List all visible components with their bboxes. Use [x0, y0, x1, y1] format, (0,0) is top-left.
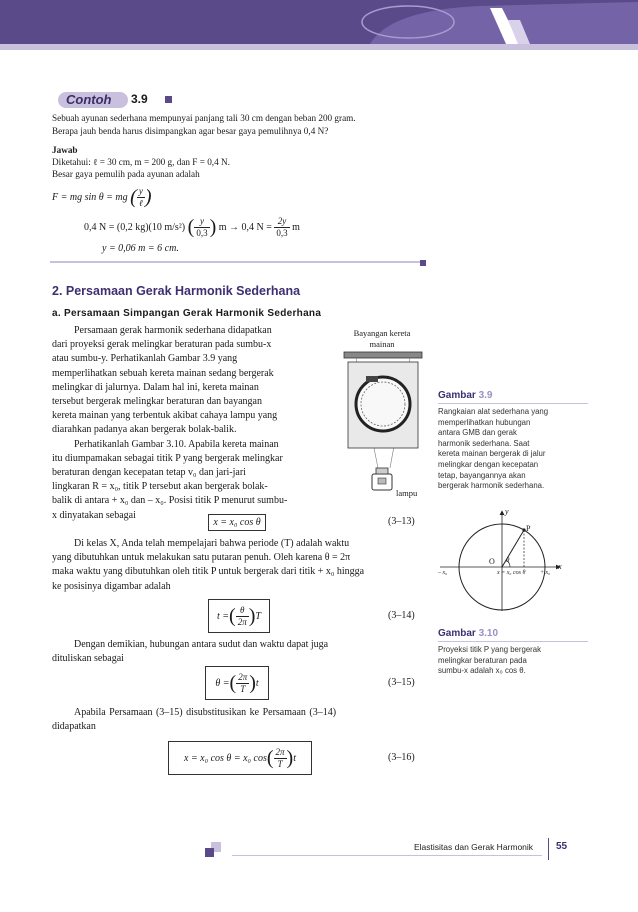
eq15-den: T [240, 683, 246, 694]
p1-line: melingkar di jalurnya. Dalam hal ini, kereta mainan [52, 381, 259, 393]
example-eq2: 0,4 N = (0,2 kg)(10 m/s²) ( $\frac{y}{0,3}$ ) m → 0,4 N = $\frac{2y}{0,3}$ m [84, 216, 300, 238]
fig310-point-p: P [526, 524, 531, 533]
page-number: 55 [556, 841, 568, 852]
header-decoration [330, 0, 638, 44]
p1-line: kereta mainan yang terbentuk akibat cahaya lampu yang [52, 410, 278, 422]
paragraph-5 [52, 706, 424, 734]
fig39-caption-line: kereta mainan bergerak di jalur [438, 449, 546, 459]
fig39-caption-line: bergerak harmonik sederhana. [438, 481, 545, 491]
eq-3-14: t = ( $\frac{\theta}{2\pi}$ ) T [208, 599, 270, 633]
fig39-caption-word: Gambar [438, 390, 476, 401]
p2-line: x dinyatakan sebagai [52, 509, 136, 521]
fig310-origin: O [489, 557, 495, 566]
fig310-caption-line: melingkar beraturan pada [438, 655, 527, 665]
eq2-left: 0,4 N = (0,2 kg)(10 m/s²) [84, 221, 186, 233]
p1-line: Persamaan gerak harmonik sederhana didapatkan [74, 325, 272, 336]
eq14-right: T [255, 610, 261, 622]
fig39-caption-number: 3.9 [478, 390, 493, 401]
eq1-num: y [138, 186, 143, 196]
eq15-left: θ = [215, 677, 230, 689]
fig39-caption-title [438, 390, 492, 401]
eq2-mid: m → 0,4 N = [218, 221, 272, 233]
header-band [0, 0, 638, 44]
fig39-label-line: Bayangan kereta [353, 328, 411, 338]
footer-rule [232, 855, 542, 856]
given-values: Diketahui: ℓ = 30 cm, m = 200 g, dan F = 0,4 N. [52, 157, 230, 167]
eq-3-16: x = x₀ cos θ = x₀ cos ( $\frac{2\pi}{T}$ ) t [168, 741, 312, 775]
eq15-num: 2π [238, 671, 248, 682]
fig39-caption-line: tetap, bayangannya akan [438, 470, 526, 480]
subsection-title: a. Persamaan Simpangan Gerak Harmonik Sederhana [52, 308, 322, 319]
p1-line: diarahkan padanya akan bergerak bolak-balik. [52, 424, 237, 436]
eq-3-13: x = x₀ cos θ [208, 514, 266, 531]
p3-line: ke posisinya digambar adalah [52, 580, 171, 592]
eq-3-16-number: (3–16) [388, 752, 415, 763]
eq16-right: t [293, 752, 296, 764]
header-stripe [0, 44, 638, 50]
eq-3-13-number: (3–13) [388, 516, 415, 527]
eq15-right: t [255, 677, 259, 689]
eq2-num: y [194, 216, 209, 228]
fig39-caption-line: memperlihatkan hubungan [438, 417, 531, 427]
fig310-projection: x = x₀ cos θ [497, 570, 526, 576]
fig39-caption-rule [438, 403, 588, 404]
eq-3-15-number: (3–15) [388, 677, 415, 688]
p1-line: tersebut bergerak melingkar beraturan dan bayangan [52, 396, 262, 408]
fig39-caption-line: melingkar dengan kecepatan [438, 459, 539, 469]
eq-3-14-number: (3–14) [388, 610, 415, 621]
fig310-axis-y: y [505, 507, 509, 516]
p4-line: Dengan demikian, hubungan antara sudut dan waktu dapat juga [74, 639, 329, 650]
fig310-diagram [436, 505, 566, 615]
eq16-den: T [277, 758, 283, 769]
example-question-1: Sebuah ayunan sederhana mempunyai panjang tali 30 cm dengan beban 200 gram. [52, 113, 356, 123]
fig39-illustration [338, 350, 428, 500]
p3-line: maka waktu yang dibutuhkan oleh titik P untuk bergerak dari titik + x₀ hingga [52, 566, 365, 578]
eq2-num2: 2y [274, 216, 289, 228]
paragraph-4 [52, 638, 424, 666]
restoring-force-text: Besar gaya pemulih pada ayunan adalah [52, 169, 200, 179]
fig310-caption-body [438, 645, 588, 677]
example-number: 3.9 [131, 92, 148, 106]
example-question-2: Berapa jauh benda harus disimpangkan agar besar gaya pemulihnya 0,4 N? [52, 126, 329, 136]
eq14-num: θ [236, 605, 249, 617]
paragraph-1 [52, 324, 332, 523]
footer-separator [548, 838, 549, 860]
fig310-caption-line: Proyeksi titik P yang bergerak [438, 645, 541, 654]
eq-3-15: θ = ( $\frac{2\pi}{T}$ ) t [205, 666, 269, 700]
fig310-axis-x: x [558, 562, 562, 571]
fig310-neg-x0: – x₀ [438, 570, 448, 576]
eq1-left: F = mg sin θ = mg [52, 191, 128, 203]
eq14-left: t = [217, 610, 230, 622]
eq2-unit: m [292, 221, 300, 233]
fig310-theta: θ [506, 556, 510, 564]
fig39-label-shadow [342, 328, 422, 349]
p2-line: Perhatikanlah Gambar 3.10. Apabila kereta mainan [74, 438, 279, 450]
fig39-caption-line: harmonik sederhana. Saat [438, 438, 530, 448]
fig39-label-line: mainan [369, 338, 395, 349]
eq2-den: 0,3 [196, 228, 208, 238]
fig310-caption-rule [438, 641, 588, 642]
footer-chapter: Elastisitas dan Gerak Harmonik [414, 842, 534, 852]
example-label: Contoh [66, 92, 112, 107]
fig310-caption-number: 3.10 [478, 628, 499, 639]
fig310-pos-x0: + x₀ [540, 570, 551, 576]
fig39-label-lamp: lampu [396, 488, 418, 498]
fig310-caption-title [438, 628, 498, 639]
p2-line: balik di antara + x₀ dan – x₀. Posisi titik P menurut sumbu- [52, 495, 288, 507]
example-eq1: F = mg sin θ = mg ( $\frac{y}{\text{ℓ}}$ ) [52, 186, 152, 208]
fig39-caption-body [438, 407, 588, 492]
eq2-den2: 0,3 [276, 228, 288, 238]
p1-line: memperlihatkan sebuah kereta mainan sedang bergerak [52, 367, 274, 379]
eq14-den: 2π [237, 616, 247, 627]
p2-line: beraturan dengan kecepatan tetap v₀ dan jari-jari [52, 467, 246, 479]
p3-line: Di kelas X, Anda telah mempelajari bahwa periode (T) adalah waktu [74, 538, 350, 549]
p5-line: Apabila Persamaan (3–15) disubstitusikan ke Persamaan (3–14) [74, 707, 337, 718]
fig310-caption-line: sumbu-x adalah x₀ cos θ. [438, 666, 526, 676]
p1-line: atau sumbu-y. Perhatikanlah Gambar 3.9 yang [52, 353, 238, 365]
section-title: 2. Persamaan Gerak Harmonik Sederhana [52, 284, 301, 298]
eq16-left: x = x₀ cos θ = x₀ cos [184, 752, 267, 764]
p2-line: itu diumpamakan sebagai titik P yang bergerak melingkar [52, 452, 283, 464]
answer-label: Jawab [52, 145, 78, 155]
eq16-num: 2π [275, 746, 285, 757]
p2-line: lingkaran R = x₀, titik P tersebut akan bergerak bolak- [52, 481, 268, 493]
example-square-icon [165, 96, 172, 103]
p5-line: didapatkan [52, 721, 96, 733]
example-eq3: y = 0,06 m = 6 cm. [102, 243, 179, 254]
p4-line: dituliskan sebagai [52, 653, 124, 665]
fig310-caption-word: Gambar [438, 628, 476, 639]
footer-squares-icon [205, 840, 235, 860]
paragraph-3 [52, 537, 424, 594]
example-divider [50, 260, 430, 268]
p1-line: dari proyeksi gerak melingkar beraturan pada sumbu-x [52, 339, 272, 351]
eq1-den: ℓ [138, 198, 143, 208]
fig39-caption-line: Rangkaian alat sederhana yang [438, 407, 549, 416]
p3-line: yang dibutuhkan untuk melakukan satu putaran penuh. Oleh karena θ = 2π [52, 552, 351, 564]
fig39-caption-line: antara GMB dan gerak [438, 428, 517, 438]
